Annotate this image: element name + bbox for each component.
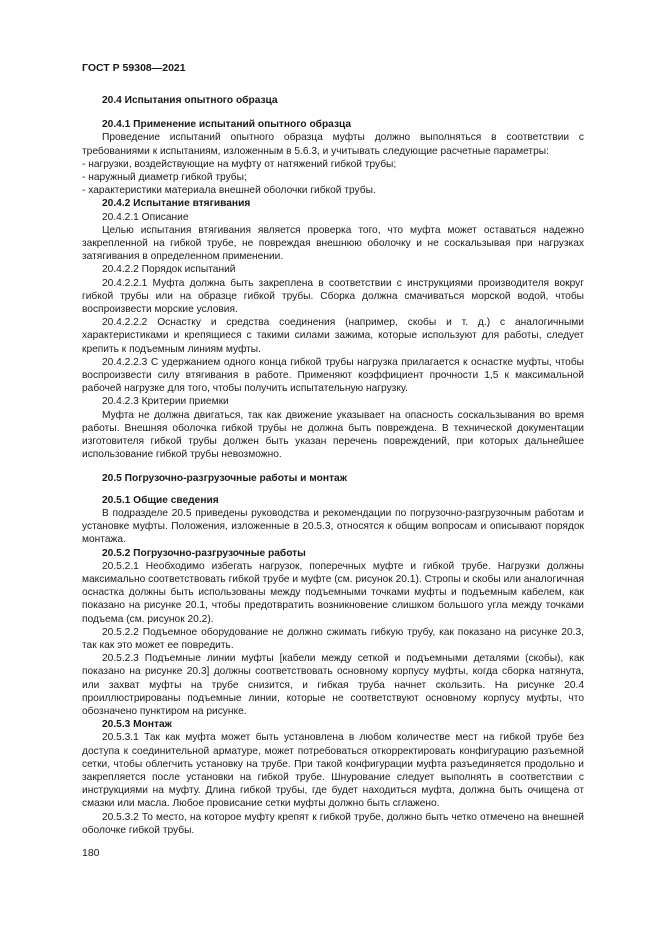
page-number: 180: [82, 847, 100, 859]
paragraph: 20.5.3.2 То место, на которое муфту крепят к гибкой трубе, должно быть четко отмечено на внешней оболочке гибкой трубы.: [82, 811, 584, 836]
paragraph: Проведение испытаний опытного образца муфты должно выполняться в соответствии с требованиями к испытаниям, изложенным в 5.6.3, и учитывать следующие расчетные параметры:: [82, 132, 584, 157]
paragraph: 20.4.2.3 Критерии приемки: [102, 396, 229, 408]
section-heading: 20.4.2 Испытание втягивания: [102, 198, 251, 210]
paragraph: 20.5.2.3 Подъемные линии муфты [кабели между сеткой и подъемными деталями (скобы), как показано на рисунке 20.3] должны соответствовать основному корпусу муфты, когда сборка натянута, или захват муфты на трубе снизится, и гибкая труба начнет скользить. На рисунке 20.4 проиллюстрированы подъемные линии, которые не соответствуют основному корпусу муфты, что обозначено пунктиром на рисунке.: [82, 653, 584, 717]
paragraph: Целью испытания втягивания является проверка того, что муфта может оставаться надежно закрепленной на гибкой трубе, не повреждая внешнюю оболочку и не соскальзывая при нагрузках затягивания в определенном применении.: [82, 224, 584, 263]
document-header: ГОСТ Р 59308—2021: [82, 62, 186, 74]
paragraph: 20.5.2.2 Подъемное оборудование не должно сжимать гибкую трубу, как показано на рисунке 20.3, так как это может ее повредить.: [82, 626, 584, 651]
section-heading: 20.5.3 Монтаж: [102, 719, 172, 731]
paragraph: 20.5.3.1 Так как муфта может быть установлена в любом количестве мест на гибкой трубе без доступа к соединительной арматуре, может потребоваться откорректировать конфигурацию разъемной сетки, чтобы облегчить установку на трубе. При такой конфигурации муфта разъединяется продольно и закрепляется после установки на гибкой трубе. Шнурование следует выполнять в соответствии с инструкциями на муфту. Длина гибкой трубы, где будет находиться муфта, должна быть очищена от смазки или масла. Любое провисание сетки муфты должно быть сглажено.: [82, 732, 584, 810]
paragraph: Муфта не должна двигаться, так как движение указывает на опасность соскальзывания во время работы. Внешняя оболочка гибкой трубы не должна быть повреждена. В технической документации изготовителя гибкой трубы должен быть указан перечень повреждений, при которых дальнейшее использование гибкой трубы невозможно.: [82, 409, 584, 461]
section-heading: 20.4 Испытания опытного образца: [102, 95, 278, 106]
section-heading: 20.5.2 Погрузочно-разгрузочные работы: [102, 547, 306, 559]
paragraph: 20.4.2.2.2 Оснастку и средства соединения (например, скобы и т. д.) с аналогичными характеристиками и крепящиеся с такими силами зажима, которые используют для работы, следует крепить к подъемным линиям муфты.: [82, 317, 584, 355]
paragraph: 20.4.2.1 Описание: [102, 211, 189, 223]
section-heading: 20.5 Погрузочно-разгрузочные работы и монтаж: [102, 473, 347, 485]
section-heading: 20.5.1 Общие сведения: [102, 494, 219, 506]
paragraph: - наружный диаметр гибкой трубы;: [82, 172, 247, 184]
paragraph: 20.4.2.2.1 Муфта должна быть закреплена в соответствии с инструкциями производителя вокруг гибкой трубы или на образце гибкой трубы. Сборка должна смачиваться морской водой, чтобы воспроизвести морские условия.: [82, 277, 584, 316]
paragraph: 20.4.2.2.3 С удержанием одного конца гибкой трубы нагрузка прилагается к оснастке муфты, чтобы воспроизвести силу втягивания в работе. Применяют коэффициент прочности 1,5 к максимальной рабочей нагрузке для того, чтобы получить испытательную нагрузку.: [82, 356, 584, 395]
paragraph: 20.4.2.2 Порядок испытаний: [102, 264, 236, 276]
paragraph: 20.5.2.1 Необходимо избегать нагрузок, поперечных муфте и гибкой трубе. Нагрузки должны максимально соответствовать гибкой трубе и муфте (см. рисунок 20.1). Стропы и скобы или аналогичная оснастка должны быть использованы между подъемными точками муфты и подъемным кабелем, как показано на рисунке 20.1, чтобы предотвратить возникновение слишком большого угла между точками подъема (см. рисунок 20.2).: [82, 560, 584, 625]
paragraph: В подразделе 20.5 приведены руководства и рекомендации по погрузочно-разгрузочным работам и установке муфты. Положения, изложенные в 20.5.3, относятся к общим вопросам и описывают порядок монтажа.: [82, 507, 584, 546]
section-heading: 20.4.1 Применение испытаний опытного образца: [102, 119, 352, 131]
paragraph: - характеристики материала внешней оболочки гибкой трубы.: [82, 185, 376, 197]
paragraph: - нагрузки, воздействующие на муфту от натяжений гибкой трубы;: [82, 158, 397, 170]
document-body: [82, 94, 584, 837]
